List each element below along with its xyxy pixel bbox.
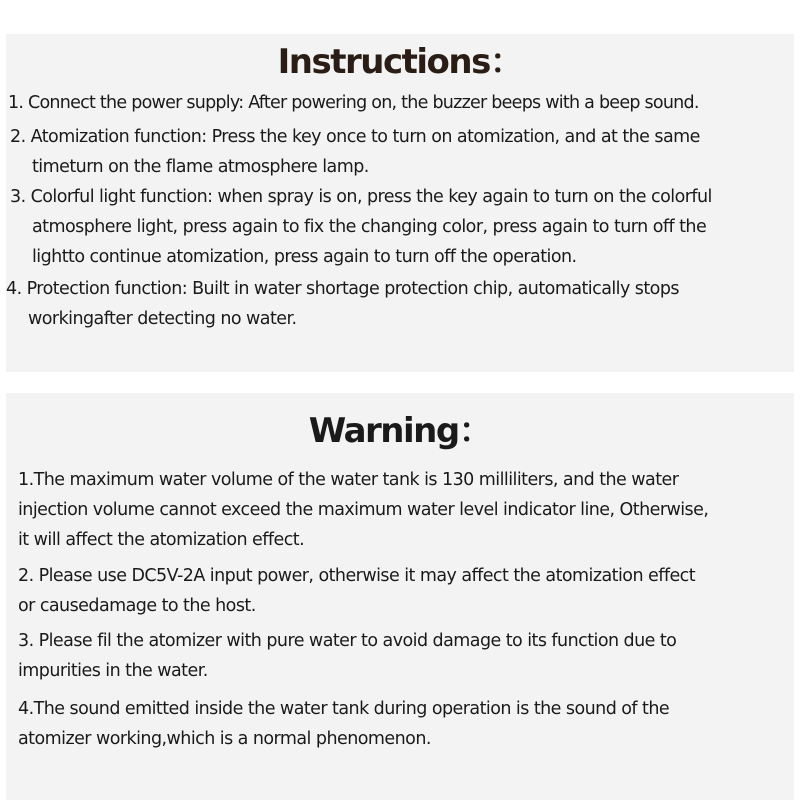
warning-panel: [6, 393, 794, 800]
instructions-title: Instructions：: [277, 42, 523, 82]
instruction-item-power-supply: 1. Connect the power supply: After powering on, the buzzer beeps with a beep sound.: [8, 93, 699, 113]
warning-title: Warning：: [308, 411, 492, 451]
instruction-item-protection: 4. Protection function: Built in water shortage protection chip, automatically stops workingafter detecting no water.: [6, 279, 679, 329]
warning-item-pure-water: 3. Please fil the atomizer with pure water to avoid damage to its function due to impurities in the water.: [18, 631, 677, 681]
warning-item-operating-sound: 4.The sound emitted inside the water tank during operation is the sound of the atomizer working,which is a normal phenomenon.: [18, 699, 670, 749]
instruction-item-atomization: 2. Atomization function: Press the key once to turn on atomization, and at the same timeturn on the flame atmosphere lamp.: [10, 127, 700, 177]
warning-item-input-power: 2. Please use DC5V-2A input power, otherwise it may affect the atomization effect or causedamage to the host.: [18, 566, 696, 616]
warning-item-water-volume: 1.The maximum water volume of the water tank is 130 milliliters, and the water injection volume cannot exceed the maximum water level indicator line, Otherwise, it will affect the atomization effect.: [18, 470, 709, 550]
instructions-panel: [6, 34, 794, 372]
instruction-item-colorful-light: 3. Colorful light function: when spray is on, press the key again to turn on the colorful atmosphere light, press again to fix the changing color, press again to turn off the lightto continue atomization, press again to turn off the operation.: [10, 187, 712, 267]
